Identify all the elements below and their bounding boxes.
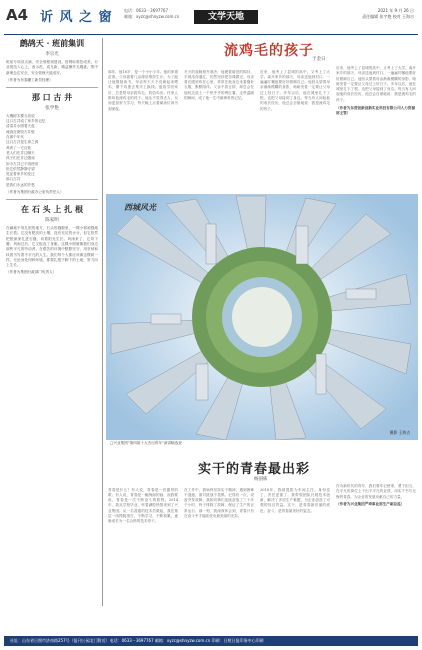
story-column-4 bbox=[336, 66, 416, 118]
feature-column-3: 2018年，我被提拔为车间主任。身份变了，责任更重了。我带领团队开展技术创新，解决了多项生产难题，为企业创造了可观的经济效益。实干，是青春最亮丽的底色；奋斗，是青春最美好的姿态。 bbox=[260, 487, 330, 513]
author-note: （作者为集团行政办公室负责任人） bbox=[6, 190, 64, 195]
left-column bbox=[6, 38, 98, 606]
article-title: 那 口 古 井 bbox=[31, 91, 73, 102]
feature-column-2: 在工作中，我始终坚持实干精神，遇到困难不退缩，面对挑战不畏惧。记得有一次，设备突发故障，我和同事们连续奋战了三十多个小时，终于排除了故障，保证了生产的正常运行。那一刻，我深深体会到，青春只有在奋斗中才能绽放出最美丽的光彩。 bbox=[184, 487, 254, 519]
city-globe-illustration bbox=[106, 194, 418, 440]
feature-title: 实干的青春最出彩 bbox=[198, 462, 311, 477]
header-rule bbox=[4, 34, 418, 35]
divider bbox=[6, 199, 98, 200]
author-note: （作者为东营创新创新实业科技有限公司人力资源部主管） bbox=[336, 106, 416, 116]
editors: 责任编辑 张宇艳 校对 王海吉 bbox=[362, 14, 414, 19]
panorama-photo bbox=[106, 194, 418, 440]
email: 邮箱：xyzc@shnyzw.com.cn bbox=[124, 14, 180, 19]
feature-kicker: □兴业集团“第四届十大杰出青年”演讲稿选登 bbox=[110, 441, 182, 445]
feature-column-1: 青春是什么？有人说，青春是一首激昂的歌；有人说，青春是一幅绚丽的画。而我要说，青春是一次不断奋斗的旅程。2014年，我从学校毕业，怀着满腔热情来到了兴业集团。从一名普通的技术员做起，我在基层一线摸爬滚打，不断学习，不断积累，逐渐成长为一名合格的技术骨干。 bbox=[108, 487, 178, 524]
author-note: （作者为东泰罐工新员经理） bbox=[6, 77, 53, 82]
feature-author: 杨国栋 bbox=[254, 477, 268, 482]
feature-body: 作为新时代的青年，我们要牢记使命，勇于担当，在平凡的岗位上干出不平凡的业绩，用实干书写无悔的青春，为企业的发展贡献自己的力量。 bbox=[336, 484, 416, 499]
feature-column-4 bbox=[336, 484, 416, 509]
story-column-1: 那年，他16岁，是一个小小少年。他的家境贫寒，父母靠着几亩薄田维持生计。为了能让他继续读书，母亲每天天不亮就起来喂鸡，攒下鸡蛋去集市上换钱。他放学回家后，总是帮母亲拔鸡毛、收拾鸡舍。村里人都叫他流鸡毛的孩子。他从不觉得丢人，反而更加努力学习，每天晚上点着煤油灯读书到深夜。 bbox=[108, 69, 178, 111]
story-continuation: 后来，他考上了县城的高中，又考上了大学。离开家乡的那天，母亲送他到村口，一遍遍叮嘱他要好好照顾自己。他回头望着母亲渐渐模糊的身影，暗暗发誓一定要让父母过上好日子。多年以后，他在城里扎下了根，也把父母接到了身边。每当有人问起他的成长经历，他总会自豪地说：我是流鸡毛的孩子。 bbox=[336, 66, 416, 102]
story-column-2: 冬天的夜晚格外寒冷，他裹着破旧的棉袄，手被冻得通红，仍然坚持把功课做完。母亲看在眼里疼在心里，常常在他身边坐着缝补衣服，默默陪伴。父亲不善言辞，却总会在他枕边放上一个热乎乎的烤红薯。这些温暖的瞬间，成了他一生中最珍贵的记忆。 bbox=[184, 69, 254, 101]
article-body: 在碱地不易扎根的地方，石头的缝隙里，一棵小树顽强地生长着。它没有肥沃的土壤，没有充足的水分，但它依然把根深深扎进石缝，向着阳光生长。风雨来了，它弯下腰；风雨过后，它又挺直了身躯。这棵小树就像我们身边那些平凡的劳动者，在艰苦的环境中默默坚守，用坚韧和执着书写着不平凡的人生。我们每个人都应该像这棵树一样，无论身处何种环境，都要扎根于脚下的土地，努力向上生长。 bbox=[6, 226, 98, 268]
article-title: 鹧鸪天 · 班前集训 bbox=[19, 38, 85, 48]
photo-credit: 摄影 王海吉 bbox=[389, 430, 410, 435]
author-note: （作者为兴业集团严琦事业部生产副总监） bbox=[336, 501, 405, 506]
photo-label: 西城风光 bbox=[124, 202, 156, 212]
author-note: （作者为集团行政部门负责人） bbox=[6, 270, 57, 275]
story-title: 流鸡毛的孩子 bbox=[224, 43, 314, 59]
divider bbox=[6, 87, 98, 88]
article-author: 张学艳 bbox=[45, 105, 59, 111]
story-author: 于金日 bbox=[312, 57, 326, 62]
page-number: A4 bbox=[6, 6, 29, 24]
article-author: 李宗光 bbox=[45, 52, 59, 57]
poem-body: 大槐树木棵当初说 这口古井成了家乡的记忆 清清井水照着天蓝 流淌在斑驳古井壁 在那个年代 这口古井是生命之源 养育了一方百姓 老人们在井边聊天 孩子们在井边嬉戏 如今古井已不再使用 但它依然静静守望 见证着家乡的变迁 那口古井 是我们永远的乡愁 bbox=[6, 113, 46, 187]
article-author: 陈家明 bbox=[45, 218, 59, 224]
article-title: 在 石 头 上 扎 根 bbox=[21, 204, 83, 215]
issue-info bbox=[362, 8, 414, 20]
footer-text: 社址：山东省日照市济南路257号（报刊公园北门附近）电话：0633－3697767 邮箱：xyzc@shnyzw.com.cn 印刷：日照日报印务中心印刷 bbox=[10, 638, 264, 643]
story-column-3: 后来，他考上了县城的高中，又考上了大学。离开家乡的那天，母亲送他到村口，一遍遍叮嘱他要好好照顾自己。他回头望着母亲渐渐模糊的身影，暗暗发誓一定要让父母过上好日子。多年以后，他在城里扎下了根，也把父母接到了身边。每当有人问起他的成长经历，他总会自豪地说：我是流鸡毛的孩子。 bbox=[260, 69, 330, 111]
section-title: 文学天地 bbox=[207, 12, 244, 22]
column-divider bbox=[102, 38, 103, 606]
masthead bbox=[4, 4, 418, 34]
newspaper-logo: 䜣 风 之 窗 bbox=[40, 10, 113, 25]
phone: 电话：0633－3697767 bbox=[124, 8, 168, 13]
contact-info bbox=[124, 8, 179, 20]
article-body: 班前专项讲点滴，安全规程到建设。管网标准控成美，行业规范入心上，表示范，成凡新，精益操作无瑕疵。集中新理念注安全，安全管理天能成安。 bbox=[6, 60, 98, 75]
issue-date: 2021 年 9 月 26 日 bbox=[377, 8, 414, 13]
